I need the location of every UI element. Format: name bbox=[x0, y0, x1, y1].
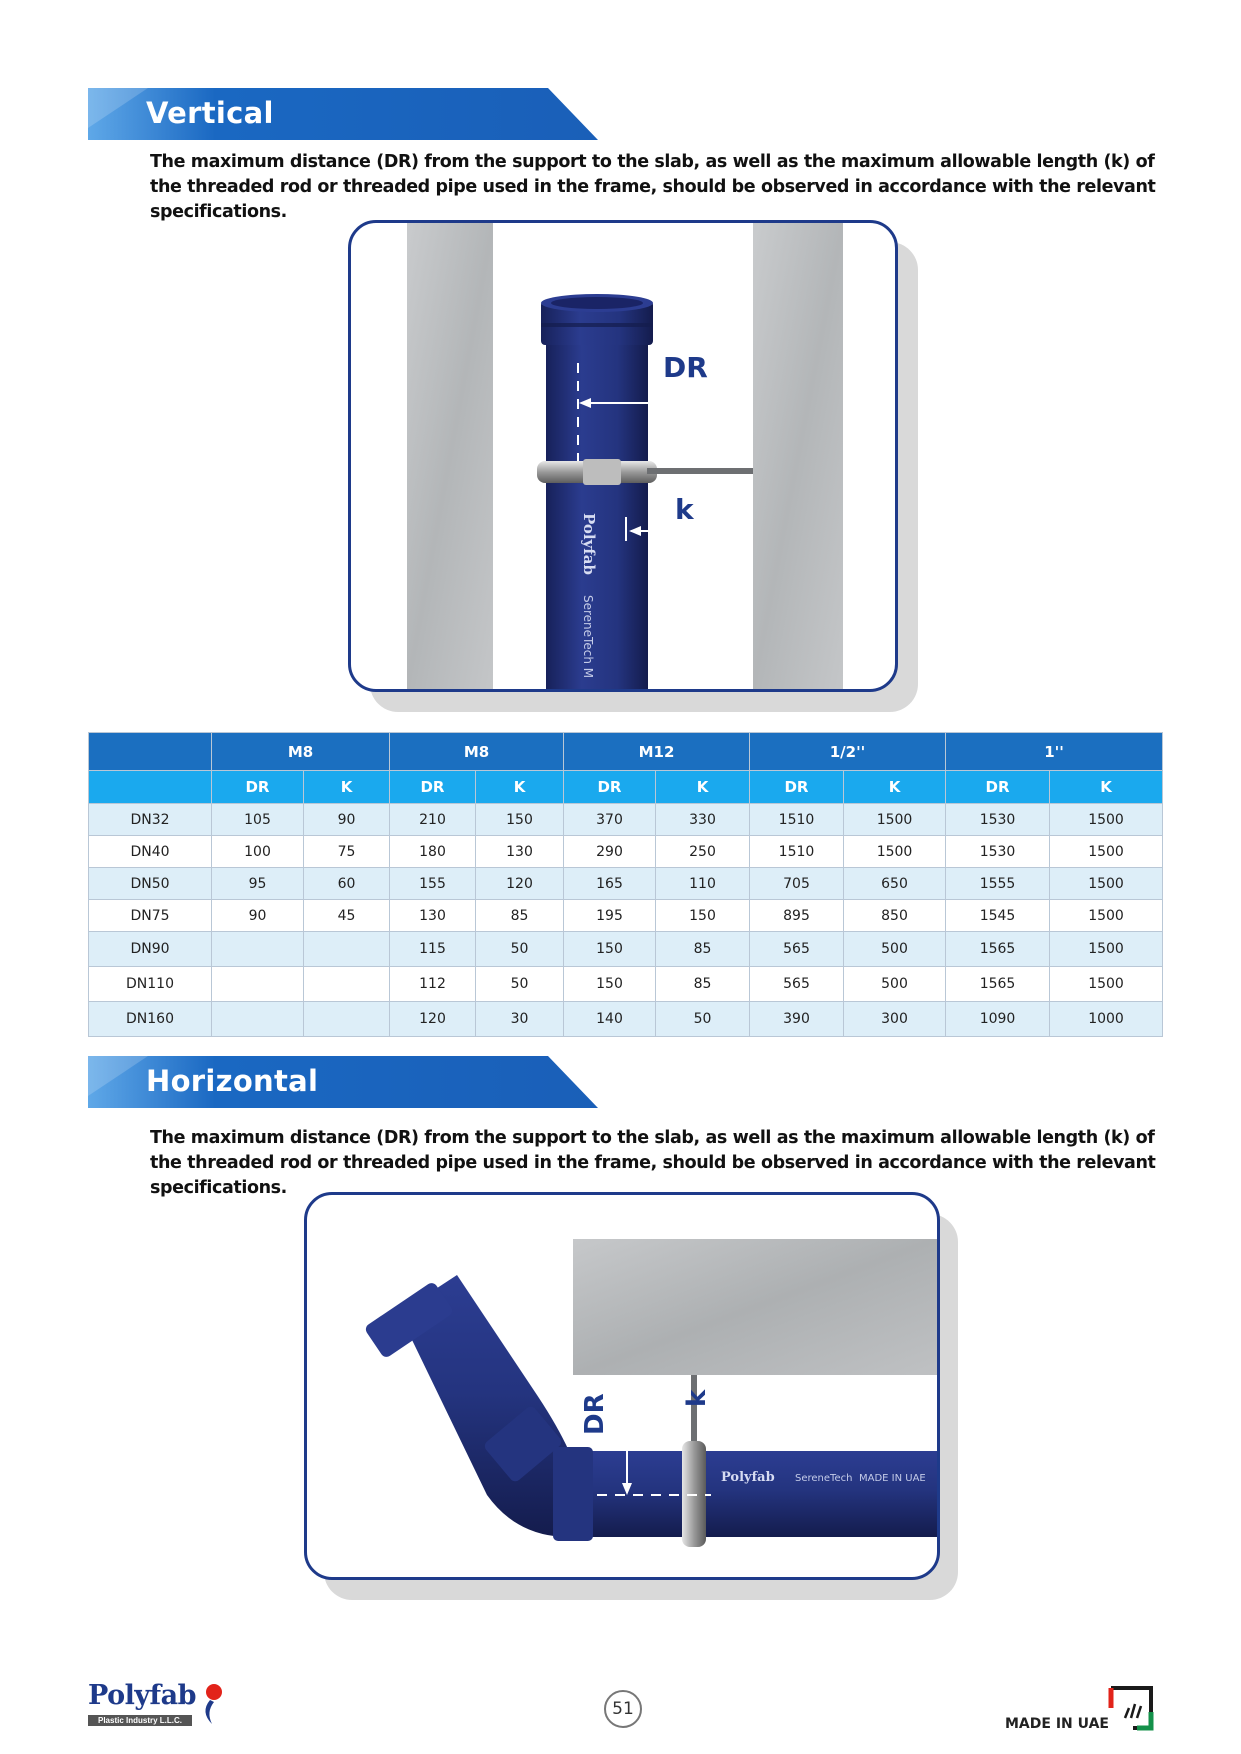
horizontal-installation-figure bbox=[304, 1192, 958, 1602]
table-cell: 75 bbox=[304, 836, 390, 868]
pipe-print-product: SereneTech bbox=[795, 1473, 853, 1484]
table-cell: 330 bbox=[656, 804, 750, 836]
table-cell: 1090 bbox=[946, 1002, 1050, 1037]
table-cell: 110 bbox=[656, 868, 750, 900]
table-cell: 290 bbox=[564, 836, 656, 868]
table-cell: 95 bbox=[212, 868, 304, 900]
sub-header-dr: DR bbox=[946, 771, 1050, 804]
concrete-column-left bbox=[407, 223, 493, 689]
sub-header-k: K bbox=[656, 771, 750, 804]
polyfab-logo bbox=[88, 1680, 228, 1730]
table-cell: 1555 bbox=[946, 868, 1050, 900]
table-sub-header-row bbox=[89, 771, 1163, 804]
section-banner-horizontal bbox=[88, 1056, 598, 1108]
table-row bbox=[89, 804, 1163, 836]
table-cell: 500 bbox=[844, 932, 946, 967]
table-cell: 120 bbox=[476, 868, 564, 900]
horizontal-description: The maximum distance (DR) from the support to the slab, as well as the maximum allowable length (k) of the threaded rod or threaded pipe used in the frame, should be observed in accordance with the relevant specifications. bbox=[150, 1128, 1156, 1198]
uae-flag-mark-icon bbox=[1107, 1684, 1155, 1732]
table-cell: 1500 bbox=[1050, 868, 1163, 900]
table-row bbox=[89, 836, 1163, 868]
table-cell: 85 bbox=[656, 932, 750, 967]
table-cell: 370 bbox=[564, 804, 656, 836]
table-corner-cell bbox=[89, 771, 212, 804]
polyfab-mark-icon bbox=[200, 1682, 224, 1726]
table-cell: 85 bbox=[476, 900, 564, 932]
group-header: 1/2'' bbox=[750, 733, 946, 771]
row-size-label: DN110 bbox=[89, 967, 212, 1002]
pipe-print-brand: Polyfab bbox=[721, 1470, 775, 1485]
table-cell: 180 bbox=[390, 836, 476, 868]
label-k: k bbox=[682, 1389, 712, 1407]
table-cell: 650 bbox=[844, 868, 946, 900]
vertical-description: The maximum distance (DR) from the support to the slab, as well as the maximum allowable length (k) of the threaded rod or threaded pipe used in the frame, should be observed in accordance with the relevant specifications. bbox=[150, 152, 1156, 222]
sub-header-dr: DR bbox=[212, 771, 304, 804]
table-cell: 1500 bbox=[1050, 836, 1163, 868]
table-cell: 195 bbox=[564, 900, 656, 932]
table-cell: 705 bbox=[750, 868, 844, 900]
table-cell: 250 bbox=[656, 836, 750, 868]
section-title-horizontal: Horizontal bbox=[146, 1064, 319, 1098]
group-header: M12 bbox=[564, 733, 750, 771]
table-cell: 150 bbox=[476, 804, 564, 836]
table-cell bbox=[304, 932, 390, 967]
page-number: 51 bbox=[604, 1690, 642, 1728]
pipe-print-brand: Polyfab bbox=[580, 513, 598, 575]
table-cell: 45 bbox=[304, 900, 390, 932]
table-cell: 1500 bbox=[1050, 932, 1163, 967]
pipe-print-product: SereneTech M bbox=[581, 595, 595, 679]
table-cell: 100 bbox=[212, 836, 304, 868]
table-cell: 105 bbox=[212, 804, 304, 836]
table-cell: 150 bbox=[656, 900, 750, 932]
table-cell: 50 bbox=[476, 932, 564, 967]
table-cell: 85 bbox=[656, 967, 750, 1002]
sub-header-k: K bbox=[1050, 771, 1163, 804]
row-size-label: DN50 bbox=[89, 868, 212, 900]
table-cell: 565 bbox=[750, 967, 844, 1002]
sub-header-k: K bbox=[304, 771, 390, 804]
table-cell: 1545 bbox=[946, 900, 1050, 932]
table-row bbox=[89, 967, 1163, 1002]
table-cell: 1500 bbox=[1050, 967, 1163, 1002]
concrete-slab bbox=[573, 1239, 937, 1375]
table-cell: 1500 bbox=[1050, 900, 1163, 932]
concrete-column-right bbox=[753, 223, 843, 689]
table-cell: 130 bbox=[476, 836, 564, 868]
row-size-label: DN32 bbox=[89, 804, 212, 836]
table-cell: 130 bbox=[390, 900, 476, 932]
brand-subtitle: Plastic Industry L.L.C. bbox=[88, 1715, 192, 1726]
group-header: M8 bbox=[390, 733, 564, 771]
table-cell: 1565 bbox=[946, 932, 1050, 967]
table-cell: 1530 bbox=[946, 804, 1050, 836]
table-cell: 895 bbox=[750, 900, 844, 932]
label-dr: DR bbox=[580, 1393, 610, 1435]
table-cell: 140 bbox=[564, 1002, 656, 1037]
table-cell: 1500 bbox=[844, 836, 946, 868]
row-size-label: DN160 bbox=[89, 1002, 212, 1037]
table-cell bbox=[304, 967, 390, 1002]
section-title-vertical: Vertical bbox=[146, 96, 274, 130]
support-distance-table bbox=[88, 732, 1163, 1037]
table-cell: 115 bbox=[390, 932, 476, 967]
table-cell: 120 bbox=[390, 1002, 476, 1037]
table-cell: 1510 bbox=[750, 836, 844, 868]
sub-header-dr: DR bbox=[750, 771, 844, 804]
vertical-pipe bbox=[546, 301, 648, 689]
table-group-header-row bbox=[89, 733, 1163, 771]
section-banner-vertical bbox=[88, 88, 598, 140]
table-cell: 1500 bbox=[844, 804, 946, 836]
group-header: M8 bbox=[212, 733, 390, 771]
table-cell: 1565 bbox=[946, 967, 1050, 1002]
table-row bbox=[89, 900, 1163, 932]
row-size-label: DN75 bbox=[89, 900, 212, 932]
table-cell: 390 bbox=[750, 1002, 844, 1037]
table-cell: 60 bbox=[304, 868, 390, 900]
table-cell bbox=[212, 1002, 304, 1037]
label-dr: DR bbox=[663, 351, 708, 384]
table-cell: 155 bbox=[390, 868, 476, 900]
table-cell: 850 bbox=[844, 900, 946, 932]
group-header: 1'' bbox=[946, 733, 1163, 771]
table-cell: 50 bbox=[656, 1002, 750, 1037]
table-row bbox=[89, 932, 1163, 967]
made-in-uae-label: MADE IN UAE bbox=[1005, 1716, 1109, 1732]
table-cell: 565 bbox=[750, 932, 844, 967]
table-cell: 300 bbox=[844, 1002, 946, 1037]
table-cell: 90 bbox=[304, 804, 390, 836]
vertical-installation-figure bbox=[348, 220, 918, 714]
table-cell: 50 bbox=[476, 967, 564, 1002]
table-body bbox=[89, 804, 1163, 1037]
table-cell bbox=[304, 1002, 390, 1037]
table-corner-cell bbox=[89, 733, 212, 771]
sub-header-k: K bbox=[844, 771, 946, 804]
brand-name: Polyfab bbox=[88, 1680, 197, 1711]
sub-header-dr: DR bbox=[564, 771, 656, 804]
table-cell: 500 bbox=[844, 967, 946, 1002]
table-row bbox=[89, 868, 1163, 900]
table-cell: 112 bbox=[390, 967, 476, 1002]
table-cell bbox=[212, 932, 304, 967]
threaded-rod bbox=[647, 468, 753, 474]
table-cell: 90 bbox=[212, 900, 304, 932]
table-cell: 1000 bbox=[1050, 1002, 1163, 1037]
row-size-label: DN40 bbox=[89, 836, 212, 868]
table-cell: 1500 bbox=[1050, 804, 1163, 836]
table-cell: 1510 bbox=[750, 804, 844, 836]
label-k: k bbox=[675, 493, 694, 526]
table-cell: 210 bbox=[390, 804, 476, 836]
pipe-print-origin: MADE IN UAE bbox=[859, 1473, 926, 1484]
table-cell: 30 bbox=[476, 1002, 564, 1037]
row-size-label: DN90 bbox=[89, 932, 212, 967]
table-cell: 150 bbox=[564, 932, 656, 967]
table-cell: 1530 bbox=[946, 836, 1050, 868]
sub-header-k: K bbox=[476, 771, 564, 804]
table-cell: 150 bbox=[564, 967, 656, 1002]
table-cell bbox=[212, 967, 304, 1002]
table-row bbox=[89, 1002, 1163, 1037]
sub-header-dr: DR bbox=[390, 771, 476, 804]
table-cell: 165 bbox=[564, 868, 656, 900]
